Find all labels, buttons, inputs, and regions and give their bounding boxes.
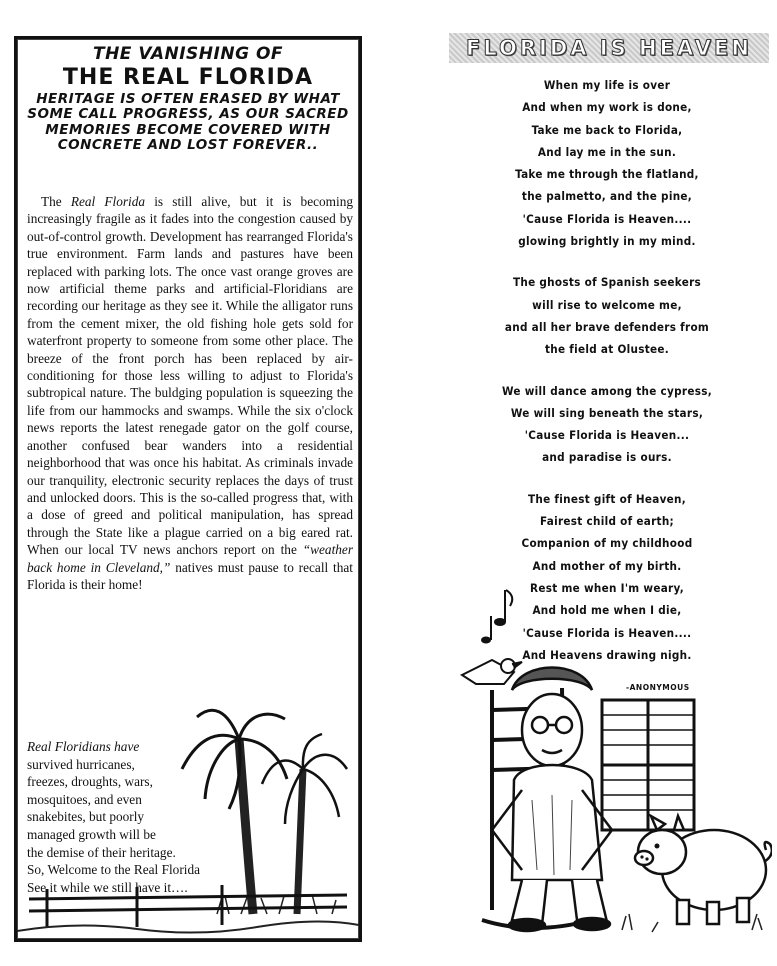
poem-line: glowing brightly in my mind.: [518, 234, 696, 249]
closing-line: snakebites, but poorly: [27, 809, 145, 825]
body-paragraph: [27, 193, 353, 593]
poem-line: and paradise is ours.: [542, 450, 672, 465]
poem-line: the palmetto, and the pine,: [521, 189, 693, 204]
poem-line: And lay me in the sun.: [537, 144, 677, 159]
poem-line: 'Cause Florida is Heaven....: [522, 211, 692, 226]
poem-line: 'Cause Florida is Heaven....: [522, 625, 692, 640]
article-panel: [14, 36, 362, 942]
poem-stanza: [452, 74, 762, 252]
poem-line: And when my work is done,: [522, 100, 692, 115]
closing-line: freezes, droughts, wars,: [27, 774, 153, 790]
poem-line: the field at Olustee.: [544, 342, 670, 357]
body-title-italic: Real Florida: [70, 194, 146, 209]
poem-line: 'Cause Florida is Heaven...: [524, 428, 690, 443]
article-body: [27, 193, 353, 593]
poem-line: Companion of my childhood: [521, 536, 693, 551]
body-text-1: is still alive, but it is becoming increasingly fragile as it fades into the congestion caused by out-of-control growth. Development has rearranged Florida's true environment. Farm lands and pastures have been replaced with parking lots. The once vast orange groves are now artificial theme parks and artificial-Floridians are recording our heritage as they see it. While the alligator runs from the cement mixer, the old fishing hole gets sold for waterfront property to someone from some other place. The breeze of the front porch has been replaced by air-conditioning for those less willing to adjust to Florida's subtropical nature. The buldging population is squeezing the life from our hammocks and swamps. While the six o'clock news reports the latest renegade gator on the golf course, another confused bear wanders into a residential neighborhood that was once his habitat. As criminals invade our tranquility, electronic security replaces the days of trust and unlocked doors. This is the so-called progress that, with a dose of greed and political manipulation, has spread through the State like a plague carried on a big eared rat. When our local TV news anchors report on the: [27, 194, 353, 558]
poem-line: And hold me when I die,: [532, 603, 682, 618]
poem-line: The finest gift of Heaven,: [527, 491, 687, 506]
headline-line-1: THE VANISHING OF: [92, 44, 284, 64]
poem-line: And mother of my birth.: [532, 558, 682, 573]
poem-line: will rise to welcome me,: [532, 297, 682, 312]
poem-line: Take me back to Florida,: [531, 122, 683, 137]
body-quote-italic: “weather back home in Cleveland,”: [27, 542, 353, 575]
poem-author: -ANONYMOUS: [626, 683, 690, 692]
closing-line: See it while we still have it….: [27, 879, 188, 895]
poem-title: FLORIDA IS HEAVEN: [466, 36, 752, 60]
closing-line: managed growth will be: [27, 826, 156, 842]
body-lead: The: [41, 194, 71, 209]
closing-line: mosquitoes, and even: [27, 791, 142, 807]
subheadline: HERITAGE IS OFTEN ERASED BY WHAT SOME CALL PROGRESS, AS OUR SACRED MEMORIES BECOME COVERED WITH CONCRETE AND LOST FOREVER..: [27, 90, 349, 154]
poem-line: We will dance among the cypress,: [502, 383, 712, 398]
headline-line-2: THE REAL FLORIDA: [62, 64, 314, 90]
poem-line: And Heavens drawing nigh.: [522, 647, 692, 662]
poem-line: We will sing beneath the stars,: [510, 405, 704, 420]
poem-line: The ghosts of Spanish seekers: [512, 275, 702, 290]
poem-line: and all her brave defenders from: [504, 319, 710, 334]
poem-stanza: [452, 380, 762, 469]
body-text-2: natives must pause to recall that Florida is their home!: [27, 559, 353, 592]
palm-tree-illustration: [17, 699, 359, 939]
article-header: [17, 39, 359, 154]
poem-line: Take me through the flatland,: [515, 167, 699, 182]
poem-line: Rest me when I'm weary,: [530, 580, 684, 595]
closing-line: survived hurricanes,: [27, 756, 135, 772]
poem-line: Fairest child of earth;: [539, 514, 675, 529]
closing-line: So, Welcome to the Real Florida: [27, 862, 200, 878]
closing-line: the demise of their heritage.: [27, 844, 176, 860]
closing-line: Real Floridians have: [27, 739, 140, 754]
poem-stanza: [452, 271, 762, 360]
poem-title-bar: [449, 33, 769, 63]
poem-line: When my life is over: [543, 78, 671, 92]
rocking-chair-illustration: [452, 580, 772, 940]
